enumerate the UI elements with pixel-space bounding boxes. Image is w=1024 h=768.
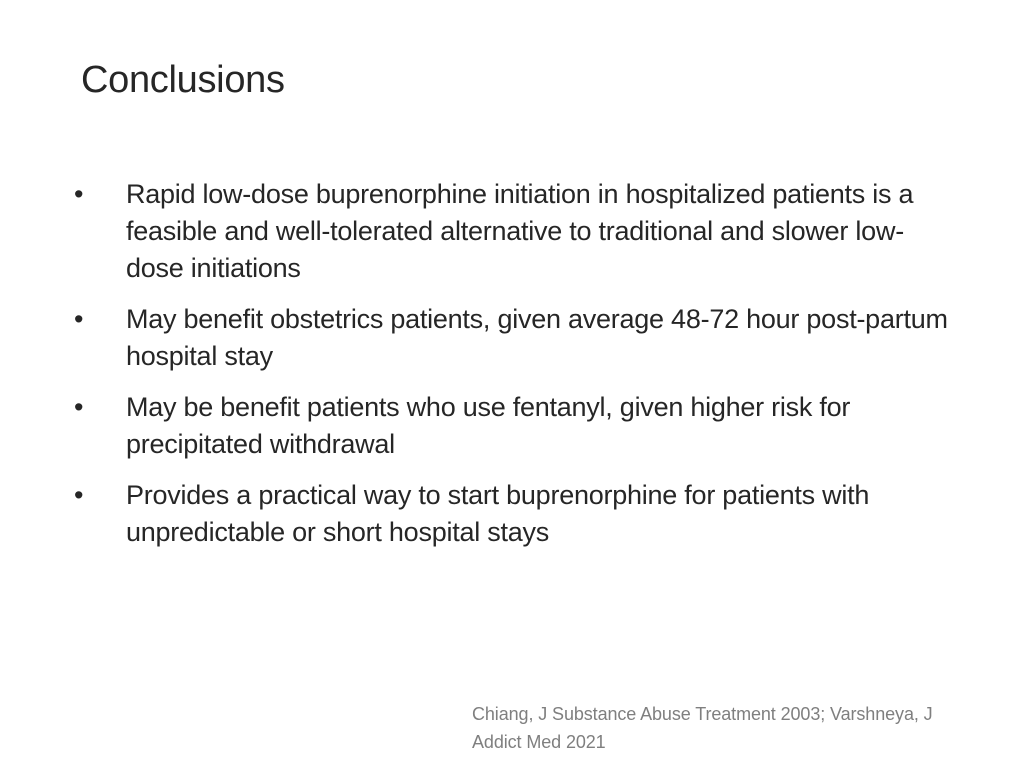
bullet-text: Provides a practical way to start buprenorphine for patients with unpredictable or short hospital stays	[126, 480, 870, 547]
bullet-icon: •	[74, 179, 84, 209]
bullet-list	[72, 176, 952, 565]
bullet-item-2	[72, 301, 952, 375]
bullet-text: May be benefit patients who use fentanyl, given higher risk for precipitated withdrawal	[126, 392, 851, 459]
bullet-icon: •	[74, 480, 84, 510]
citation-line: Chiang, J Substance Abuse Treatment 2003; Varshneya, J	[472, 704, 933, 724]
slide-title: Conclusions	[81, 59, 285, 101]
citation	[472, 700, 1012, 756]
citation-line: Addict Med 2021	[472, 732, 606, 752]
bullet-item-3	[72, 389, 952, 463]
bullet-icon: •	[74, 304, 84, 334]
bullet-text: May benefit obstetrics patients, given average 48-72 hour post-partum hospital stay	[126, 304, 948, 371]
bullet-icon: •	[74, 392, 84, 422]
bullet-text: Rapid low-dose buprenorphine initiation in hospitalized patients is a feasible and well-tolerated alternative to traditional and slower low-dose initiations	[126, 179, 914, 283]
bullet-item-4	[72, 477, 952, 551]
bullet-item-1	[72, 176, 952, 287]
